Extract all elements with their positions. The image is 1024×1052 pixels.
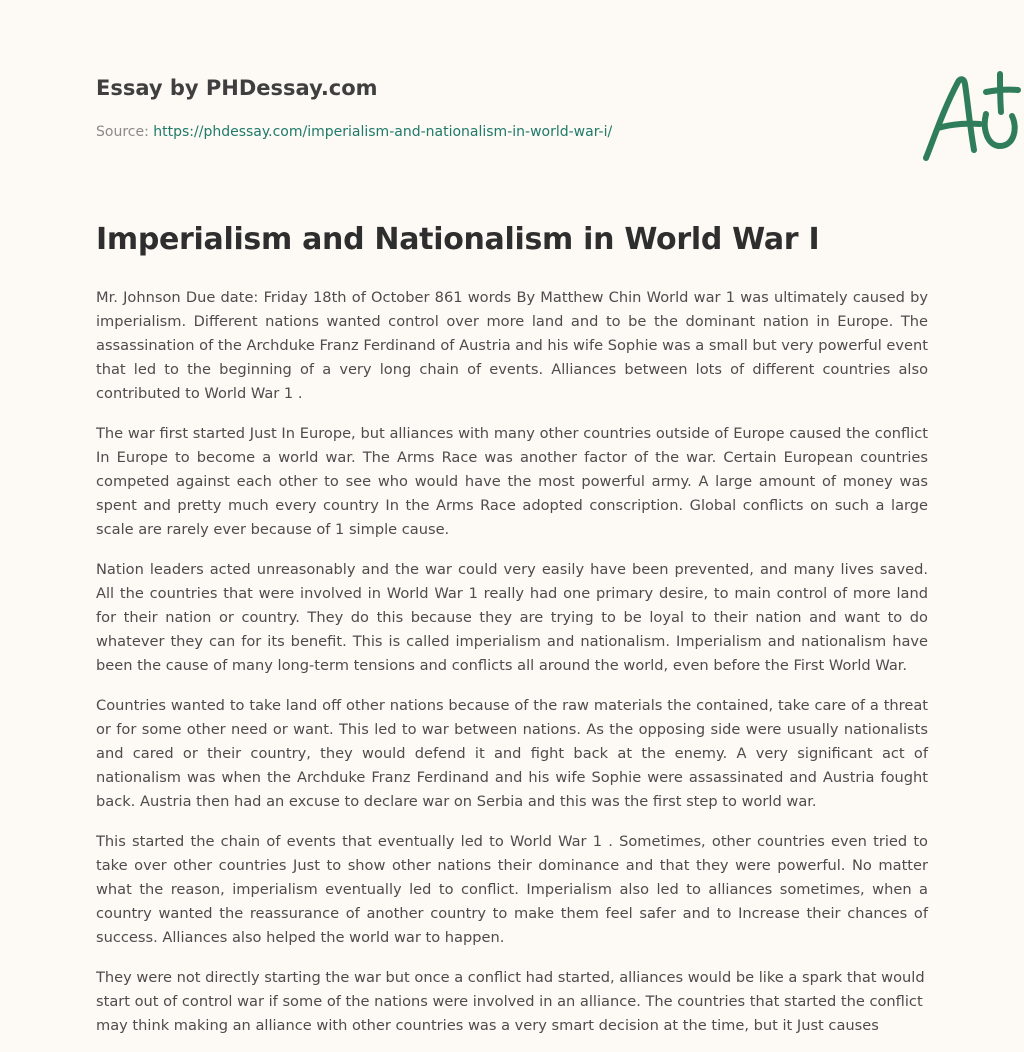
essay-title: Imperialism and Nationalism in World War I [96, 222, 820, 257]
logo-a-crossbar [938, 124, 980, 128]
source-line [96, 124, 612, 140]
essay-paragraph-6: They were not directly starting the war but once a conflict had started, alliances would be like a spark that would start out of control war if some of the nations were involved in an alliance. The countries that started the conflict may think making an alliance with other countries was a very smart decision at the time, but it Just causes [96, 969, 925, 1034]
essay-paragraph-2: The war first started Just In Europe, but alliances with many other countries outside of Europe caused the conflict In Europe to become a world war. The Arms Race was another factor of the war. Certain European countries competed against each other to see who would have the most powerful army. A large amount of money was spent and pretty much every country In the Arms Race adopted conscription. Global conflicts on such a large scale are rarely ever because of 1 simple cause. [96, 425, 928, 538]
logo-plus-vertical [1000, 74, 1001, 112]
essay-paragraph-4: Countries wanted to take land off other nations because of the raw materials the contained, take care of a threat or for some other need or want. This led to war between nations. As the opposing side were usually nationalists and cared or their country, they would defend it and fight back at the enemy. A very significant act of nationalism was when the Archduke Franz Ferdinand and his wife Sophie were assassinated and Austria fought back. Austria then had an excuse to declare war on Serbia and this was the first step to world war. [96, 697, 928, 810]
logo-a-stroke [926, 79, 974, 158]
a-plus-logo-icon [920, 68, 1024, 164]
essay-paragraph-3: Nation leaders acted unreasonably and the war could very easily have been prevented, and many lives saved. All the countries that were involved in World War 1 really had one primary desire, to main control of more land for their nation or country. They do this because they are trying to be loyal to their nation and want to do whatever they can for its benefit. This is called imperialism and nationalism. Imperialism and nationalism have been the cause of many long-term tensions and conflicts all around the world, even before the First World War. [96, 561, 928, 674]
essay-body [96, 286, 928, 1052]
source-label: Source: [96, 124, 149, 140]
essay-paragraph-5: This started the chain of events that eventually led to World War 1 . Sometimes, other countries even tried to take over other countries Just to show other nations their dominance and that they were powerful. No matter what the reason, imperialism eventually led to conflict. Imperialism also led to alliances sometimes, when a country wanted the reassurance of another country to make them feel safer and to Increase their chances of success. Alliances also helped the world war to happen. [96, 833, 928, 946]
logo-loop [985, 114, 1015, 146]
source-link[interactable]: https://phdessay.com/imperialism-and-nationalism-in-world-war-i/ [153, 124, 613, 140]
essay-paragraph-1: Mr. Johnson Due date: Friday 18th of October 861 words By Matthew Chin World war 1 was ultimately caused by imperialism. Different nations wanted control over more land and to be the dominant nation in Europe. The assassination of the Archduke Franz Ferdinand of Austria and his wife Sophie was a small but very powerful event that led to the beginning of a very long chain of events. Alliances between lots of different countries also contributed to World War 1 . [96, 289, 928, 402]
site-title: Essay by PHDessay.com [96, 76, 378, 100]
logo-plus-horizontal [986, 90, 1018, 92]
